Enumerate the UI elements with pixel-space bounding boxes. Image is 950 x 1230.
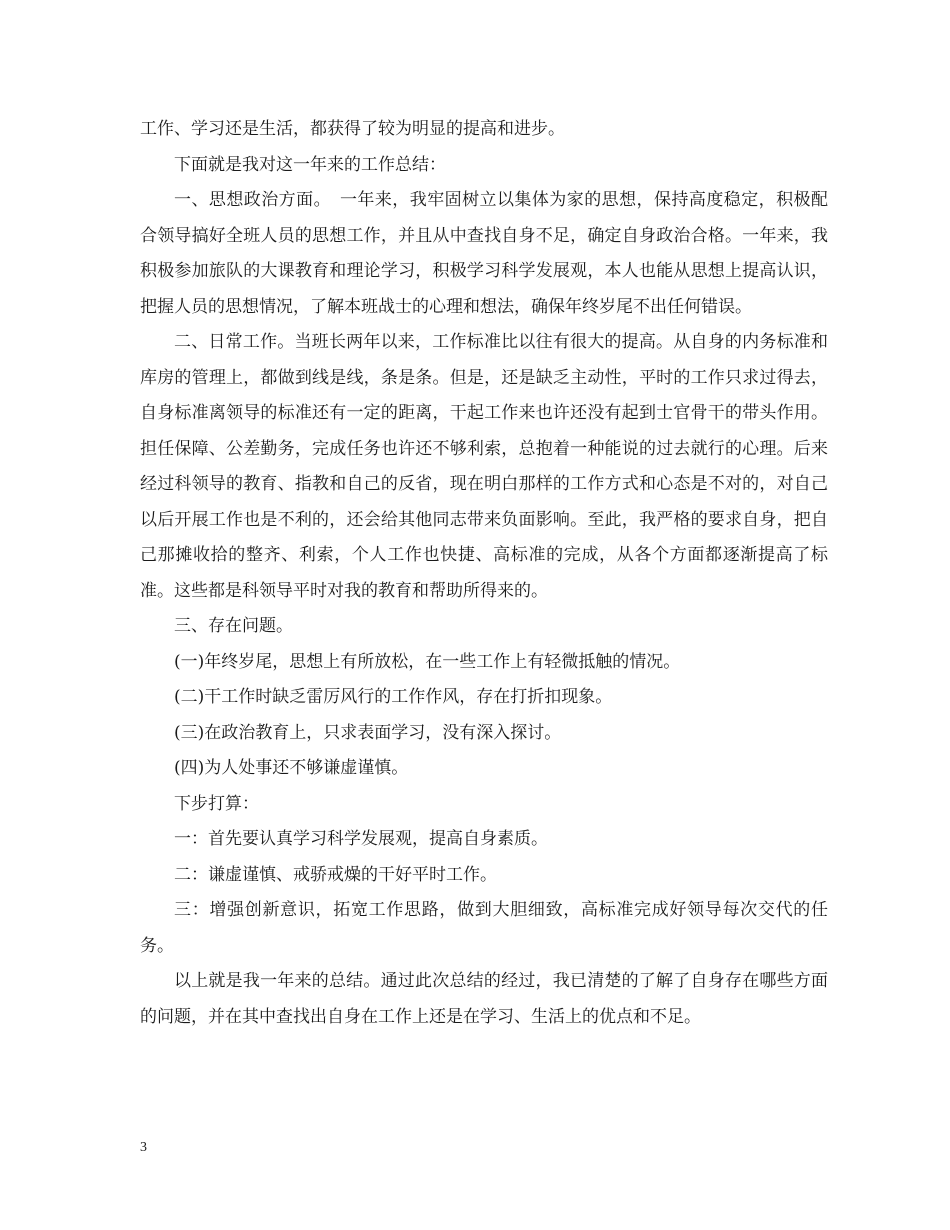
list-item: (一)年终岁尾，思想上有所放松，在一些工作上有轻微抵触的情况。 — [174, 651, 681, 672]
paragraph: 下面就是我对这一年来的工作总结： — [174, 154, 446, 175]
list-item: (四)为人处事还不够谦虚谨慎。 — [174, 758, 409, 778]
list-item: 二：谦虚谨慎、戒骄戒燥的干好平时工作。 — [174, 864, 497, 885]
page-number: 3 — [140, 1140, 147, 1155]
section-heading: 三、存在问题。 — [174, 616, 293, 636]
paragraph: 一、思想政治方面。 一年来，我牢固树立以集体为家的思想，保持高度稳定，积极配合领导搞好全班人员的思想工作，并且从中查找自身不足，确定自身政治合格。一年来，我积极参加旅队的大课教育和理论学习，积极学习科学发展观，本人也能从思想上提高认识，把握人员的思想情况，了解本班战士的心理和想法，确保年终岁尾不出任何错误。 — [140, 190, 828, 317]
list-item: 三：增强创新意识，拓宽工作思路，做到大胆细致，高标准完成好领导每次交代的任务。 — [140, 900, 828, 956]
document-body — [140, 112, 828, 1035]
paragraph: 二、日常工作。当班长两年以来，工作标准比以往有很大的提高。从自身的内务标准和库房的管理上，都做到线是线，条是条。但是，还是缺乏主动性，平时的工作只求过得去，自身标准离领导的标准还有一定的距离，干起工作来也许还没有起到士官骨干的带头作用。担任保障、公差勤务，完成任务也许还不够利索，总抱着一种能说的过去就行的心理。后来经过科领导的教育、指教和自己的反省，现在明白那样的工作方式和心态是不对的，对自己以后开展工作也是不利的，还会给其他同志带来负面影响。至此，我严格的要求自身，把自己那摊收拾的整齐、利索，个人工作也快捷、高标准的完成，从各个方面都逐渐提高了标准。这些都是科领导平时对我的教育和帮助所得来的。 — [140, 332, 828, 601]
section-heading: 下步打算： — [174, 793, 259, 814]
list-item: (二)干工作时缺乏雷厉风行的工作作风，存在打折扣现象。 — [174, 687, 613, 707]
paragraph: 以上就是我一年来的总结。通过此次总结的经过，我已清楚的了解了自身存在哪些方面的问题，并在其中查找出自身在工作上还是在学习、生活上的优点和不足。 — [140, 971, 828, 1027]
list-item: 一：首先要认真学习科学发展观，提高自身素质。 — [174, 829, 548, 849]
paragraph: 工作、学习还是生活，都获得了较为明显的提高和进步。 — [140, 119, 565, 139]
list-item: (三)在政治教育上，只求表面学习，没有深入探讨。 — [174, 722, 562, 743]
